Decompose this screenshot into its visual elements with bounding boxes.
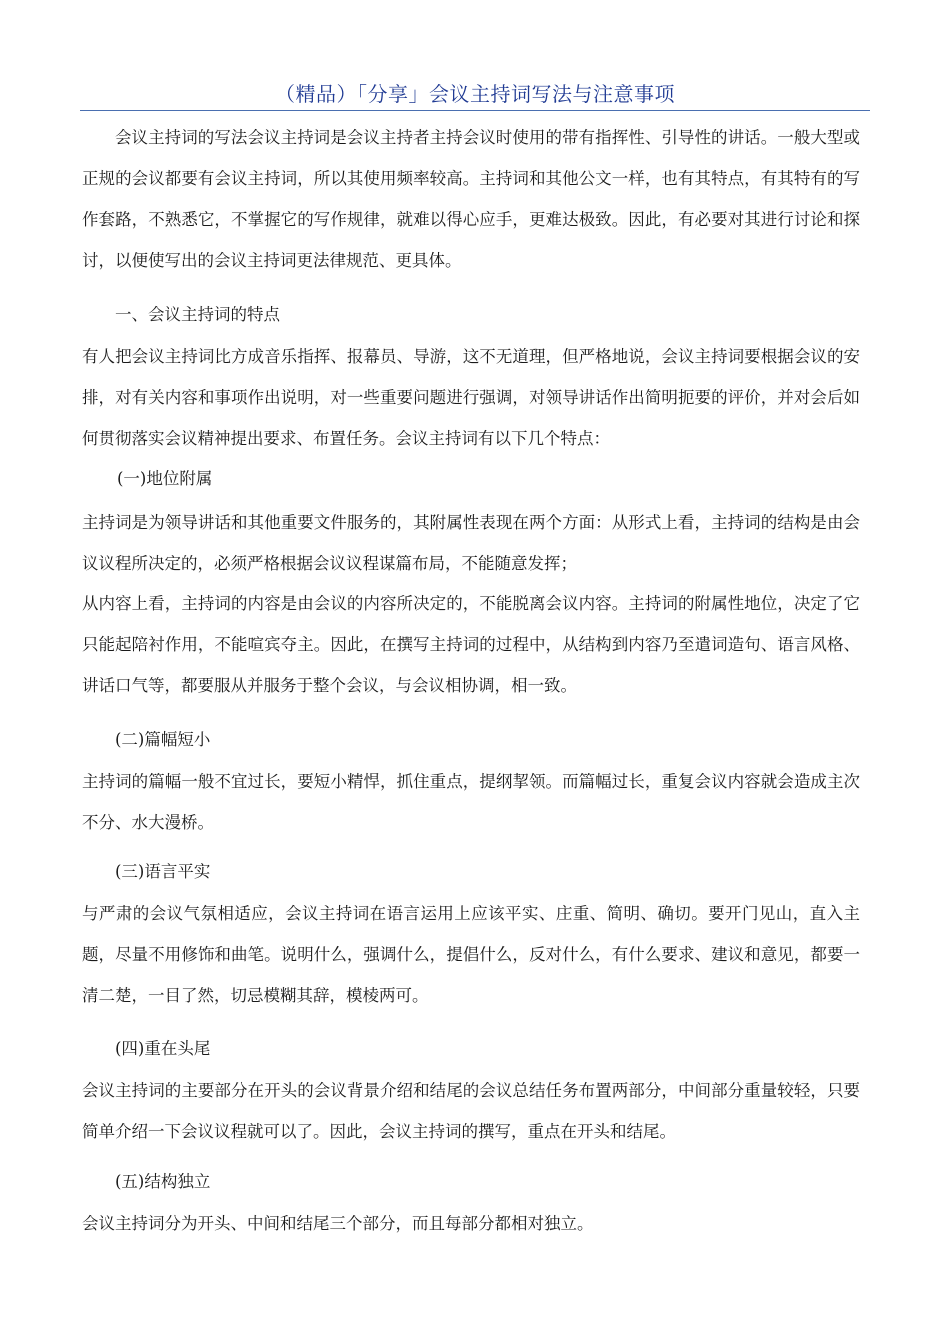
section1-paragraph: 有人把会议主持词比方成音乐指挥、报幕员、导游，这不无道理，但严格地说，会议主持词要根据会议的安排，对有关内容和事项作出说明，对一些重要问题进行强调，对领导讲话作出简明扼要的评价，并对会后如何贯彻落实会议精神提出要求、布置任务。会议主持词有以下几个特点： [82, 347, 860, 448]
sub1-paragraph-a: 主持词是为领导讲话和其他重要文件服务的，其附属性表现在两个方面：从形式上看，主持词的结构是由会议议程所决定的，必须严格根据会议议程谋篇布局，不能随意发挥； [82, 513, 860, 573]
sub3-heading: (三)语言平实 [115, 862, 211, 881]
sub1-heading: (一)地位附属 [117, 469, 213, 488]
sub2-heading: (二)篇幅短小 [115, 730, 211, 749]
page-title: （精品）「分享」会议主持词写法与注意事项 [275, 82, 675, 106]
sub5-heading: (五)结构独立 [115, 1172, 211, 1191]
section1-heading: 一、会议主持词的特点 [115, 305, 280, 324]
sub5-paragraph: 会议主持词分为开头、中间和结尾三个部分，而且每部分都相对独立。 [82, 1214, 594, 1233]
sub4-paragraph: 会议主持词的主要部分在开头的会议背景介绍和结尾的会议总结任务布置两部分，中间部分重量较轻，只要简单介绍一下会议议程就可以了。因此，会议主持词的撰写，重点在开头和结尾。 [82, 1081, 860, 1141]
sub4-heading: (四)重在头尾 [115, 1039, 211, 1058]
intro-paragraph: 会议主持词的写法会议主持词是会议主持者主持会议时使用的带有指挥性、引导性的讲话。一般大型或正规的会议都要有会议主持词，所以其使用频率较高。主持词和其他公文一样，也有其特点，有其特有的写作套路，不熟悉它，不掌握它的写作规律，就难以得心应手，更难达极致。因此，有必要对其进行讨论和探讨，以便使写出的会议主持词更法律规范、更具体。 [82, 128, 860, 270]
sub2-paragraph: 主持词的篇幅一般不宜过长，要短小精悍，抓住重点，提纲挈领。而篇幅过长，重复会议内容就会造成主次不分、水大漫桥。 [82, 772, 860, 832]
title-rule [80, 110, 870, 111]
sub3-paragraph: 与严肃的会议气氛相适应，会议主持词在语言运用上应该平实、庄重、简明、确切。要开门见山，直入主题，尽量不用修饰和曲笔。说明什么，强调什么，提倡什么，反对什么，有什么要求、建议和意见，都要一清二楚，一目了然，切忌模糊其辞，模棱两可。 [82, 904, 860, 1005]
sub1-paragraph-b: 从内容上看，主持词的内容是由会议的内容所决定的，不能脱离会议内容。主持词的附属性地位，决定了它只能起陪衬作用，不能喧宾夺主。因此，在撰写主持词的过程中，从结构到内容乃至遣词造句、语言风格、讲话口气等，都要服从并服务于整个会议，与会议相协调，相一致。 [82, 594, 860, 695]
